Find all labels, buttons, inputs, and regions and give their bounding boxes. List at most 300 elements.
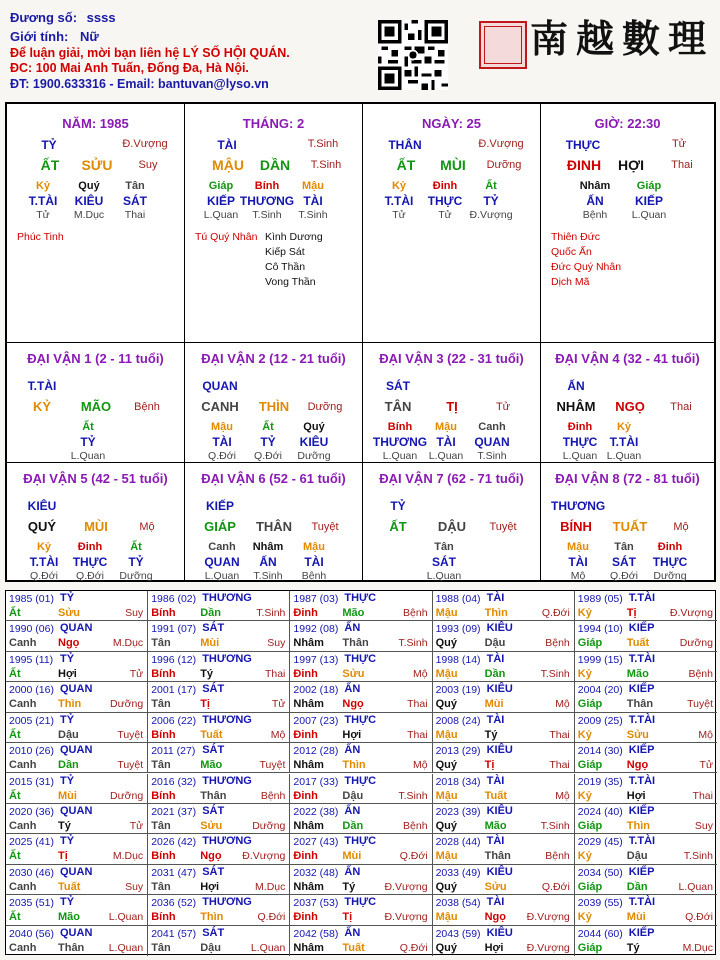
- year-state: L.Quan: [108, 941, 144, 954]
- year-can: Quý: [435, 759, 457, 772]
- year-label: 2006 (22): [151, 714, 197, 727]
- year-cell[interactable]: [575, 804, 717, 834]
- hidden-can: Giáp: [208, 180, 234, 192]
- hidden-star: TỶ: [80, 435, 96, 449]
- year-can: Đinh: [293, 667, 318, 680]
- year-cell[interactable]: [6, 713, 148, 743]
- year-cell[interactable]: [290, 743, 432, 773]
- dai-van-state: Mộ: [139, 521, 155, 533]
- year-chi: Tuất: [58, 880, 81, 893]
- year-state: Suy: [694, 819, 713, 832]
- year-star: KIẾP: [628, 865, 655, 878]
- year-label: 2025 (41): [9, 836, 54, 849]
- pillar-state: Dưỡng: [486, 159, 522, 171]
- year-state: Đ.Vượng: [384, 880, 428, 893]
- pillar-can: ẤT: [396, 157, 416, 173]
- hidden-star: THỰC: [427, 194, 463, 208]
- year-cell[interactable]: [575, 743, 717, 773]
- year-label: 2033 (49): [435, 866, 481, 879]
- year-cell[interactable]: [575, 682, 717, 712]
- year-chi: Mão: [200, 759, 223, 772]
- header-info: [10, 8, 370, 92]
- year-can: Mậu: [435, 789, 458, 802]
- year-chi: Thân: [626, 698, 654, 711]
- year-chi: Dần: [342, 819, 364, 832]
- year-cell[interactable]: [6, 865, 148, 895]
- year-chi: Thìn: [58, 698, 82, 711]
- year-label: 2012 (28): [293, 745, 339, 758]
- year-cell[interactable]: [148, 713, 290, 743]
- year-state: Mộ: [555, 789, 570, 802]
- year-state: Mộ: [270, 728, 286, 741]
- brand-text: 南越數理: [530, 16, 715, 61]
- year-state: M.Dục: [682, 941, 713, 954]
- year-cell[interactable]: [290, 621, 432, 651]
- pillar-chi: MÙI: [440, 157, 466, 173]
- year-cell[interactable]: [148, 652, 290, 682]
- dai-van-title: ĐẠI VẬN 4 (32 - 41 tuổi): [555, 351, 700, 366]
- year-cell[interactable]: [290, 652, 432, 682]
- hidden-star: THƯƠNG: [372, 435, 428, 449]
- year-cell[interactable]: [575, 834, 717, 864]
- year-can: Canh: [9, 819, 37, 832]
- year-star: T.TÀI: [628, 835, 656, 848]
- dai-van-can: GIÁP: [204, 519, 236, 534]
- year-label: 2020 (36): [9, 805, 54, 818]
- hidden-can: Đinh: [567, 421, 593, 433]
- dai-van-state: Bệnh: [134, 401, 160, 413]
- year-can: Bính: [151, 607, 176, 619]
- year-can: Canh: [9, 941, 37, 954]
- hidden-can: Ất: [262, 421, 274, 433]
- year-chi: Hợi: [626, 789, 646, 802]
- year-label: 1987 (03): [293, 593, 339, 605]
- hidden-can: Bính: [254, 180, 280, 192]
- year-can: Quý: [435, 880, 457, 893]
- year-state: Mộ: [412, 667, 428, 680]
- hidden-star: SÁT: [123, 194, 147, 208]
- year-state: M.Dục: [112, 637, 144, 650]
- year-state: Suy: [125, 607, 144, 619]
- dai-van-can: KỶ: [32, 399, 52, 414]
- gioi-tinh-value: Nữ: [79, 29, 99, 44]
- year-can: Ất: [9, 911, 21, 924]
- year-chi: Tuất: [626, 637, 650, 650]
- year-cell[interactable]: [6, 804, 148, 834]
- dai-van-chi: THÌN: [258, 399, 290, 414]
- year-state: T.Sinh: [540, 667, 570, 680]
- hidden-star: KIẾP: [634, 194, 663, 208]
- year-can: Bính: [151, 728, 176, 741]
- year-chi: Dậu: [58, 728, 79, 741]
- year-state: Mộ: [698, 728, 713, 741]
- stars-left: [551, 230, 621, 290]
- annual-luck-grid: [5, 590, 716, 955]
- hidden-small: Dưỡng: [297, 450, 331, 462]
- year-star: THỰC: [344, 835, 377, 848]
- pillar-chi: HỢI: [618, 157, 644, 173]
- hidden-small: Q.Đới: [76, 570, 104, 582]
- year-chi: Dần: [200, 607, 221, 619]
- year-label: 2009 (25): [577, 714, 623, 727]
- year-cell[interactable]: [148, 621, 290, 651]
- year-state: Mộ: [412, 759, 428, 772]
- year-cell[interactable]: [433, 621, 575, 651]
- year-star: TỶ: [60, 592, 75, 604]
- year-cell[interactable]: [148, 804, 290, 834]
- year-cell[interactable]: [290, 895, 432, 925]
- year-label: 2021 (37): [151, 805, 197, 818]
- year-star: THƯƠNG: [202, 774, 252, 787]
- dai-van-star: ẤN: [567, 379, 585, 393]
- hidden-can: Nhâm: [579, 180, 611, 192]
- dai-van-title: ĐẠI VẬN 8 (72 - 81 tuổi): [555, 471, 700, 486]
- year-star: ẤN: [344, 926, 361, 939]
- year-can: Nhâm: [293, 637, 324, 650]
- hidden-small: L.Quan: [562, 450, 598, 462]
- year-cell[interactable]: [575, 926, 717, 956]
- year-label: 2002 (18): [293, 684, 339, 697]
- year-chi: Tý: [342, 880, 356, 893]
- year-cell[interactable]: [148, 895, 290, 925]
- year-cell[interactable]: [575, 895, 717, 925]
- year-label: 1997 (13): [293, 653, 339, 666]
- hidden-small: L.Quan: [204, 570, 240, 582]
- year-star: T.TÀI: [628, 713, 656, 726]
- year-cell[interactable]: [6, 682, 148, 712]
- year-state: Tuyệt: [117, 759, 144, 772]
- year-cell[interactable]: [433, 926, 575, 956]
- year-label: 2024 (40): [577, 805, 623, 818]
- year-star: TỶ: [60, 896, 75, 909]
- year-cell[interactable]: [290, 804, 432, 834]
- year-cell[interactable]: [575, 865, 717, 895]
- year-star: THƯƠNG: [202, 713, 252, 726]
- hidden-star: ẤN: [586, 194, 604, 208]
- hidden-can: Đinh: [77, 541, 103, 553]
- hidden-star: THỰC: [72, 555, 108, 569]
- year-chi: Ngọ: [200, 850, 222, 863]
- year-cell[interactable]: [290, 713, 432, 743]
- year-star: ẤN: [344, 804, 361, 817]
- year-cell[interactable]: [290, 591, 432, 621]
- contact-line-3[interactable]: ĐT: 1900.633316 - Email: bantuvan@lyso.vn: [10, 77, 269, 91]
- hidden-can: Mậu: [303, 541, 325, 553]
- year-star: TÀI: [486, 592, 505, 604]
- year-star: THỰC: [344, 896, 377, 909]
- year-cell[interactable]: [148, 774, 290, 804]
- year-label: 1998 (14): [435, 653, 481, 666]
- year-cell[interactable]: [6, 895, 148, 925]
- year-can: Kỷ: [577, 607, 592, 619]
- year-cell[interactable]: [6, 743, 148, 773]
- star-item: Cô Thần: [265, 261, 306, 273]
- year-star: TỶ: [60, 774, 75, 787]
- year-cell[interactable]: [433, 591, 575, 621]
- year-star: QUAN: [60, 622, 93, 635]
- hidden-star: TÀI: [436, 435, 456, 449]
- hidden-star: KIẾP: [206, 194, 235, 208]
- year-can: Đinh: [293, 789, 318, 802]
- seal-logo-icon: [479, 21, 527, 69]
- year-state: T.Sinh: [398, 637, 428, 650]
- dai-van-chi: DẬU: [437, 519, 467, 534]
- dai-van-state: Tử: [495, 401, 511, 413]
- year-can: Mậu: [435, 607, 458, 619]
- year-can: Canh: [9, 637, 37, 650]
- hidden-can: Kỷ: [35, 180, 51, 192]
- year-cell[interactable]: [433, 865, 575, 895]
- year-chi: Ngọ: [58, 637, 80, 650]
- year-label: 2011 (27): [151, 745, 196, 758]
- year-label: 2034 (50): [577, 866, 623, 879]
- year-state: Đ.Vượng: [526, 941, 570, 954]
- hidden-star: QUAN: [204, 555, 240, 569]
- year-can: Tân: [151, 759, 171, 772]
- pillar-title: GIỜ: 22:30: [594, 116, 661, 131]
- year-state: T.Sinh: [398, 789, 428, 802]
- year-star: THƯƠNG: [202, 896, 252, 909]
- year-cell[interactable]: [290, 774, 432, 804]
- year-cell[interactable]: [148, 682, 290, 712]
- dai-van-state: Mộ: [673, 521, 689, 533]
- hidden-star: SÁT: [612, 555, 636, 569]
- year-star: SÁT: [202, 865, 225, 878]
- hidden-small: L.Quan: [606, 450, 642, 462]
- pillar-state: Thai: [671, 159, 693, 171]
- brand-logo: [530, 14, 714, 64]
- year-star: QUAN: [60, 804, 93, 817]
- year-label: 2043 (59): [435, 927, 481, 940]
- year-cell[interactable]: [433, 895, 575, 925]
- stars-left: [195, 230, 257, 245]
- hidden-star: TỶ: [260, 435, 276, 449]
- year-can: Bính: [151, 850, 176, 863]
- year-can: Tân: [151, 941, 171, 954]
- year-star: ẤN: [344, 683, 361, 696]
- year-cell[interactable]: [575, 652, 717, 682]
- year-cell[interactable]: [6, 652, 148, 682]
- year-star: TỶ: [60, 652, 75, 665]
- hidden-can: Nhâm: [252, 541, 284, 553]
- year-cell[interactable]: [433, 804, 575, 834]
- year-cell[interactable]: [148, 743, 290, 773]
- hidden-can: Mậu: [211, 421, 233, 433]
- year-label: 2028 (44): [435, 836, 481, 849]
- year-state: L.Quan: [108, 911, 144, 924]
- year-cell[interactable]: [575, 774, 717, 804]
- year-cell[interactable]: [6, 591, 148, 621]
- year-state: L.Quan: [250, 941, 286, 954]
- year-chi: Tị: [342, 911, 353, 924]
- year-cell[interactable]: [148, 926, 290, 956]
- hidden-small: Q.Đới: [254, 450, 282, 462]
- year-label: 2004 (20): [577, 684, 623, 697]
- hidden-small: L.Quan: [70, 450, 106, 462]
- year-chi: Hợi: [200, 880, 220, 893]
- dai-van-star: KIÊU: [27, 499, 57, 513]
- year-cell[interactable]: [290, 865, 432, 895]
- year-can: Canh: [9, 759, 37, 772]
- pillar-title: THÁNG: 2: [242, 116, 305, 131]
- year-label: 2040 (56): [9, 927, 54, 940]
- hidden-star: THƯƠNG: [239, 194, 295, 208]
- hidden-can: Giáp: [636, 180, 662, 192]
- year-label: 2008 (24): [435, 714, 481, 727]
- year-state: Bệnh: [545, 850, 570, 863]
- year-star: QUAN: [60, 744, 93, 757]
- year-can: Giáp: [577, 759, 603, 772]
- year-cell[interactable]: [575, 713, 717, 743]
- year-cell[interactable]: [6, 774, 148, 804]
- year-cell[interactable]: [148, 865, 290, 895]
- year-label: 2015 (31): [9, 775, 54, 788]
- year-cell[interactable]: [6, 926, 148, 956]
- year-cell[interactable]: [433, 713, 575, 743]
- year-chi: Thân: [342, 637, 369, 650]
- year-cell[interactable]: [148, 834, 290, 864]
- year-state: Suy: [125, 880, 144, 893]
- hidden-small: Dưỡng: [119, 570, 153, 582]
- year-label: 2017 (33): [293, 775, 339, 788]
- pillar-top-star: TÀI: [217, 138, 237, 152]
- pillar-3: [541, 104, 714, 342]
- qr-code-icon[interactable]: [378, 20, 448, 90]
- year-chi: Dần: [484, 667, 506, 680]
- dai-van-can: NHÂM: [556, 399, 596, 414]
- hidden-can: Mậu: [567, 541, 589, 553]
- year-label: 2005 (21): [9, 714, 54, 727]
- dai-van-8: [541, 462, 714, 582]
- hidden-star: T.TÀI: [609, 435, 639, 449]
- year-cell[interactable]: [575, 591, 717, 621]
- year-cell[interactable]: [433, 774, 575, 804]
- year-state: Mộ: [555, 698, 570, 711]
- year-cell[interactable]: [290, 682, 432, 712]
- year-state: T.Sinh: [256, 607, 286, 619]
- year-can: Ất: [9, 607, 21, 619]
- year-cell[interactable]: [575, 621, 717, 651]
- year-chi: Thìn: [200, 911, 224, 924]
- year-label: 1999 (15): [577, 653, 623, 666]
- year-star: TÀI: [486, 713, 505, 726]
- year-cell[interactable]: [433, 743, 575, 773]
- year-star: QUAN: [60, 683, 93, 696]
- year-state: Q.Đới: [685, 911, 713, 924]
- year-state: Dưỡng: [110, 789, 144, 802]
- year-can: Giáp: [577, 819, 603, 832]
- hidden-star: TÀI: [303, 194, 323, 208]
- dai-van-can: ẤT: [389, 519, 407, 534]
- year-can: Ất: [9, 789, 21, 802]
- year-can: Bính: [151, 789, 176, 802]
- year-label: 1989 (05): [577, 593, 623, 605]
- pillar-can: ĐINH: [566, 157, 602, 173]
- pillar-chi: SỬU: [81, 157, 113, 173]
- year-chi: Mão: [342, 607, 365, 619]
- year-state: Tử: [129, 819, 144, 832]
- year-label: 2027 (43): [293, 836, 339, 849]
- year-star: KIÊU: [486, 804, 513, 817]
- year-cell[interactable]: [6, 834, 148, 864]
- year-chi: Dậu: [342, 789, 364, 802]
- dai-van-title: ĐẠI VẬN 1 (2 - 11 tuổi): [27, 351, 164, 366]
- year-star: SÁT: [202, 744, 225, 757]
- year-cell[interactable]: [433, 834, 575, 864]
- dai-van-chi: TỊ: [446, 399, 458, 414]
- year-label: 1994 (10): [577, 623, 623, 636]
- hidden-star: QUAN: [474, 435, 510, 449]
- year-label: 1996 (12): [151, 653, 197, 666]
- year-state: Tử: [699, 759, 713, 772]
- hidden-small: T.Sinh: [298, 209, 328, 221]
- year-can: Quý: [435, 698, 457, 711]
- year-state: Q.Đới: [399, 850, 428, 863]
- pillar-2: [363, 104, 541, 342]
- star-item: Vong Thần: [265, 276, 316, 288]
- year-chi: Tuất: [200, 728, 223, 741]
- year-star: KIÊU: [486, 926, 513, 939]
- year-can: Nhâm: [293, 698, 324, 711]
- dai-van-chi: MÙI: [84, 519, 108, 534]
- year-can: Canh: [9, 880, 37, 893]
- year-chi: Thân: [200, 789, 227, 802]
- year-state: Tuyệt: [259, 759, 286, 772]
- year-can: Giáp: [577, 698, 603, 711]
- year-cell[interactable]: [6, 621, 148, 651]
- year-chi: Thìn: [484, 607, 508, 619]
- dai-van-star: SÁT: [386, 379, 410, 393]
- year-chi: Mão: [484, 819, 507, 832]
- year-chi: Tị: [200, 698, 210, 711]
- stars-right: [265, 230, 323, 290]
- year-can: Ất: [9, 850, 21, 863]
- year-label: 2039 (55): [577, 897, 623, 910]
- year-star: T.TÀI: [628, 896, 656, 909]
- year-star: TÀI: [486, 774, 505, 787]
- year-star: THƯƠNG: [202, 652, 252, 665]
- star-item: Kình Dương: [265, 231, 323, 243]
- dai-van-chi: THÂN: [255, 519, 293, 534]
- year-label: 2035 (51): [9, 897, 54, 910]
- year-chi: Tý: [58, 819, 71, 832]
- pillar-top-right: Tử: [671, 138, 687, 150]
- year-cell[interactable]: [433, 652, 575, 682]
- dai-van-title: ĐẠI VẬN 2 (12 - 21 tuổi): [201, 351, 346, 366]
- year-cell[interactable]: [290, 926, 432, 956]
- year-chi: Tuất: [342, 941, 365, 954]
- year-cell[interactable]: [290, 834, 432, 864]
- year-cell[interactable]: [433, 682, 575, 712]
- stars-left: [17, 230, 64, 245]
- year-label: 1985 (01): [9, 593, 54, 605]
- dai-van-chi: TUẤT: [612, 519, 648, 534]
- hidden-small: M.Dục: [73, 209, 105, 221]
- dai-van-2: [185, 342, 363, 462]
- year-label: 2007 (23): [293, 714, 339, 727]
- year-chi: Sửu: [200, 819, 223, 832]
- year-chi: Sửu: [626, 728, 649, 741]
- year-cell[interactable]: [148, 591, 290, 621]
- year-can: Tân: [151, 819, 171, 832]
- year-label: 2032 (48): [293, 866, 339, 879]
- year-label: 2014 (30): [577, 745, 623, 758]
- year-state: Tuyệt: [117, 728, 144, 741]
- year-can: Nhâm: [293, 819, 324, 832]
- year-star: KIẾP: [628, 683, 655, 696]
- year-state: Tử: [271, 698, 286, 711]
- year-label: 1988 (04): [435, 593, 481, 605]
